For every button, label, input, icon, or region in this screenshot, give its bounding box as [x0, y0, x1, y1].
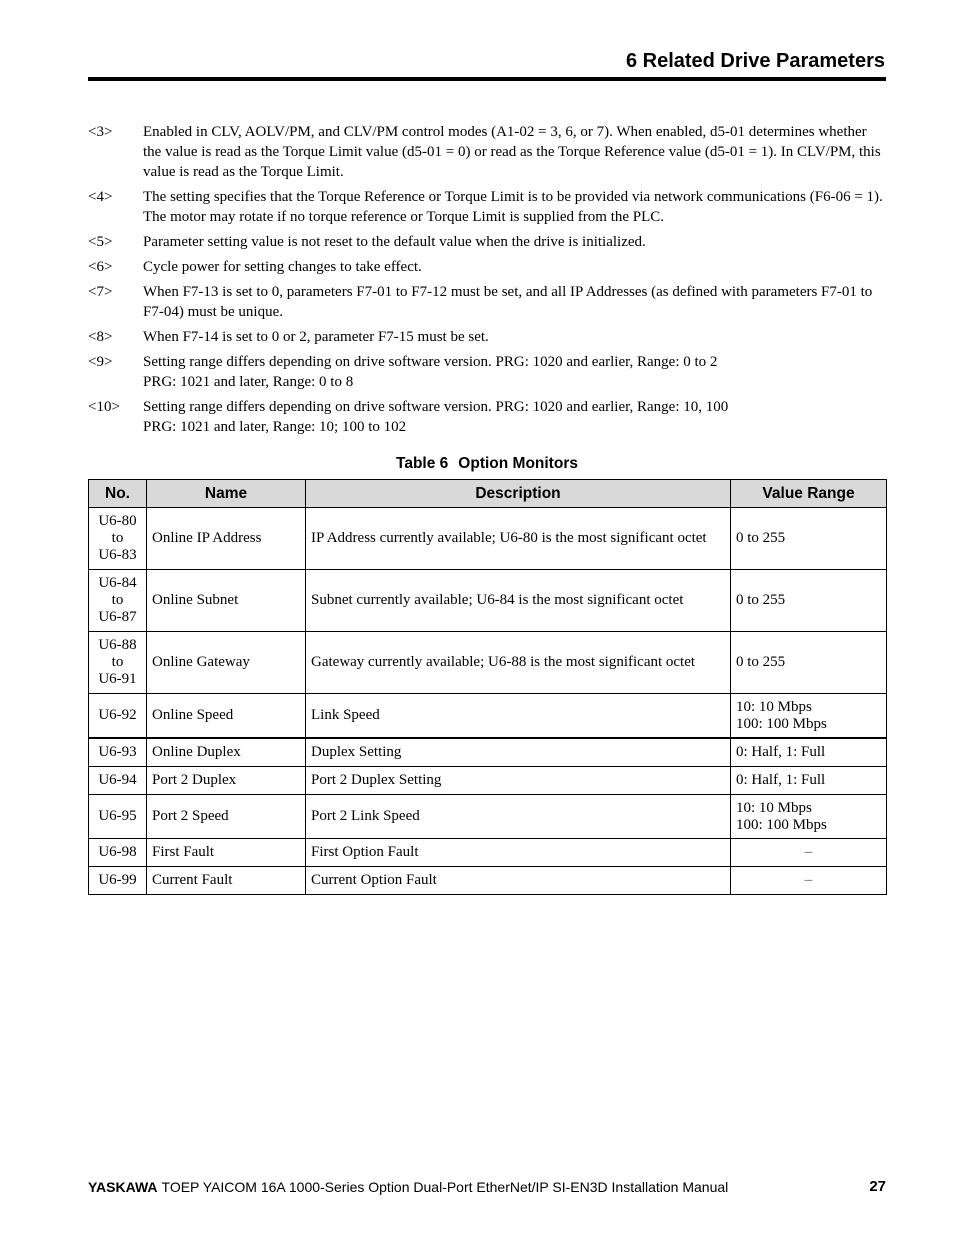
table-caption-number: Table 6: [396, 455, 449, 472]
cell-no-line: U6-87: [98, 609, 137, 625]
cell-value-range: [731, 738, 887, 767]
column-header-description: Description: [306, 480, 731, 508]
footnote: [88, 187, 888, 227]
cell-name: Online Speed: [147, 694, 306, 739]
cell-value-range-line: 0: Half, 1: Full: [736, 744, 826, 760]
cell-description: First Option Fault: [306, 839, 731, 867]
table-row: [89, 867, 887, 895]
cell-value-range: [731, 839, 887, 867]
footnote-tag: <8>: [88, 329, 113, 345]
footnote-tag: <9>: [88, 354, 113, 370]
cell-value-range-line: 0: Half, 1: Full: [736, 772, 826, 788]
cell-value-range: [731, 508, 887, 570]
cell-value-range-line: 0 to 255: [736, 530, 786, 546]
footnote-line: When F7-13 is set to 0, parameters F7-01 to F7-12 must be set, and all IP Addresses (as defined with parameters F7-01 to F7-04) must be unique.: [143, 284, 873, 320]
header-rule: [88, 77, 886, 81]
footnote: [88, 397, 888, 437]
cell-value-range-line: –: [804, 872, 813, 888]
footnote-text: [143, 187, 888, 227]
cell-description: Subnet currently available; U6-84 is the most significant octet: [306, 570, 731, 632]
cell-value-range-line: 100: 100 Mbps: [736, 816, 827, 833]
cell-no-line: U6-80: [98, 513, 137, 529]
footnote: [88, 352, 888, 392]
cell-description: Duplex Setting: [306, 738, 731, 767]
footnote-tag: <5>: [88, 234, 113, 250]
footnote-line: PRG: 1021 and later, Range: 0 to 8: [143, 374, 354, 390]
page-number: 27: [869, 1178, 886, 1195]
cell-value-range-line: 100: 100 Mbps: [736, 715, 827, 732]
footer-brand: YASKAWA: [88, 1179, 158, 1195]
footnote-text: [143, 397, 888, 437]
footnote-line: PRG: 1021 and later, Range: 10; 100 to 102: [143, 419, 407, 435]
cell-name: Online Duplex: [147, 738, 306, 767]
column-header-no: No.: [89, 480, 147, 508]
table-row: [89, 694, 887, 739]
cell-no: [89, 570, 147, 632]
footnote-line: When F7-14 is set to 0 or 2, parameter F7-15 must be set.: [143, 329, 489, 345]
footnote-text: [143, 232, 888, 252]
footnote-text: [143, 282, 888, 322]
footnote-line: Setting range differs depending on drive software version. PRG: 1020 and earlier, Range: 10, 100: [143, 399, 729, 415]
cell-no-line: U6-95: [98, 808, 137, 824]
footnote-line: Parameter setting value is not reset to the default value when the drive is initialized.: [143, 234, 646, 250]
cell-value-range-line: 0 to 255: [736, 592, 786, 608]
table-header-row: [89, 480, 887, 508]
cell-value-range: [731, 694, 887, 739]
cell-no-line: U6-84: [98, 575, 137, 591]
cell-no-line: U6-92: [98, 707, 137, 723]
cell-value-range: [731, 570, 887, 632]
cell-no: [89, 795, 147, 839]
footnote-line: Enabled in CLV, AOLV/PM, and CLV/PM control modes (A1-02 = 3, 6, or 7). When enabled, d5-01 determines whether the value is read as the Torque Limit value (d5-01 = 0) or read as the Torque Reference value (d5-01 = 1). In CLV/PM, this value is read as the Torque Limit.: [143, 124, 881, 180]
table-caption: [88, 455, 886, 473]
table-row: [89, 738, 887, 767]
footnote-line: Cycle power for setting changes to take effect.: [143, 259, 422, 275]
footer-manual-title: [88, 1179, 728, 1195]
footnote-text: [143, 257, 888, 277]
cell-no: [89, 767, 147, 795]
cell-no-line: U6-88: [98, 637, 137, 653]
cell-no-line: to: [111, 592, 124, 608]
cell-value-range-line: 10: 10 Mbps: [736, 799, 812, 816]
cell-description: Link Speed: [306, 694, 731, 739]
table-row: [89, 839, 887, 867]
cell-no-line: to: [111, 530, 124, 546]
table-row: [89, 632, 887, 694]
column-header-name: Name: [147, 480, 306, 508]
cell-no: [89, 738, 147, 767]
footnote-tag: <10>: [88, 399, 120, 415]
option-monitors-table: [88, 479, 887, 895]
cell-value-range: [731, 867, 887, 895]
cell-no: [89, 867, 147, 895]
footnote-tag: <4>: [88, 189, 113, 205]
footnote-line: Setting range differs depending on drive software version. PRG: 1020 and earlier, Range: 0 to 2: [143, 354, 718, 370]
footer-text: TOEP YAICOM 16A 1000-Series Option Dual-Port EtherNet/IP SI-EN3D Installation Manual: [161, 1179, 729, 1195]
cell-no-line: U6-83: [98, 547, 137, 563]
footnote-tag: <7>: [88, 284, 113, 300]
cell-value-range-line: 0 to 255: [736, 654, 786, 670]
cell-description: Gateway currently available; U6-88 is the most significant octet: [306, 632, 731, 694]
cell-value-range-line: 10: 10 Mbps: [736, 698, 812, 715]
cell-value-range: [731, 632, 887, 694]
footnote-line: The setting specifies that the Torque Reference or Torque Limit is to be provided via network communications (F6-06 = 1). The motor may rotate if no torque reference or Torque Limit is supplied from the PLC.: [143, 189, 883, 225]
table-row: [89, 795, 887, 839]
table-row: [89, 508, 887, 570]
cell-no-line: to: [111, 654, 124, 670]
cell-no-line: U6-94: [98, 772, 137, 788]
cell-no: [89, 632, 147, 694]
footnote: [88, 122, 888, 182]
cell-description: IP Address currently available; U6-80 is the most significant octet: [306, 508, 731, 570]
cell-no-line: U6-99: [98, 872, 137, 888]
cell-value-range: [731, 767, 887, 795]
cell-name: Online Gateway: [147, 632, 306, 694]
cell-no-line: U6-98: [98, 844, 137, 860]
cell-name: Port 2 Duplex: [147, 767, 306, 795]
section-title: 6 Related Drive Parameters: [625, 50, 885, 72]
cell-no: [89, 694, 147, 739]
cell-no: [89, 839, 147, 867]
cell-description: Port 2 Link Speed: [306, 795, 731, 839]
cell-no-line: U6-91: [98, 671, 137, 687]
cell-value-range: [731, 795, 887, 839]
table-row: [89, 767, 887, 795]
footnotes: [88, 122, 888, 442]
table-caption-title: Option Monitors: [458, 455, 578, 472]
cell-no-line: U6-93: [98, 744, 137, 760]
cell-name: Online Subnet: [147, 570, 306, 632]
cell-value-range-line: –: [804, 844, 813, 860]
footnote-text: [143, 352, 888, 392]
footnote: [88, 327, 888, 347]
footnote: [88, 232, 888, 252]
cell-name: Online IP Address: [147, 508, 306, 570]
cell-name: Port 2 Speed: [147, 795, 306, 839]
cell-description: Port 2 Duplex Setting: [306, 767, 731, 795]
footnote-text: [143, 122, 888, 182]
footnote: [88, 282, 888, 322]
cell-description: Current Option Fault: [306, 867, 731, 895]
footnote-tag: <3>: [88, 124, 113, 140]
footnote-text: [143, 327, 888, 347]
footnote-tag: <6>: [88, 259, 113, 275]
cell-no: [89, 508, 147, 570]
table-row: [89, 570, 887, 632]
footnote: [88, 257, 888, 277]
cell-name: First Fault: [147, 839, 306, 867]
cell-name: Current Fault: [147, 867, 306, 895]
column-header-value-range: Value Range: [731, 480, 887, 508]
